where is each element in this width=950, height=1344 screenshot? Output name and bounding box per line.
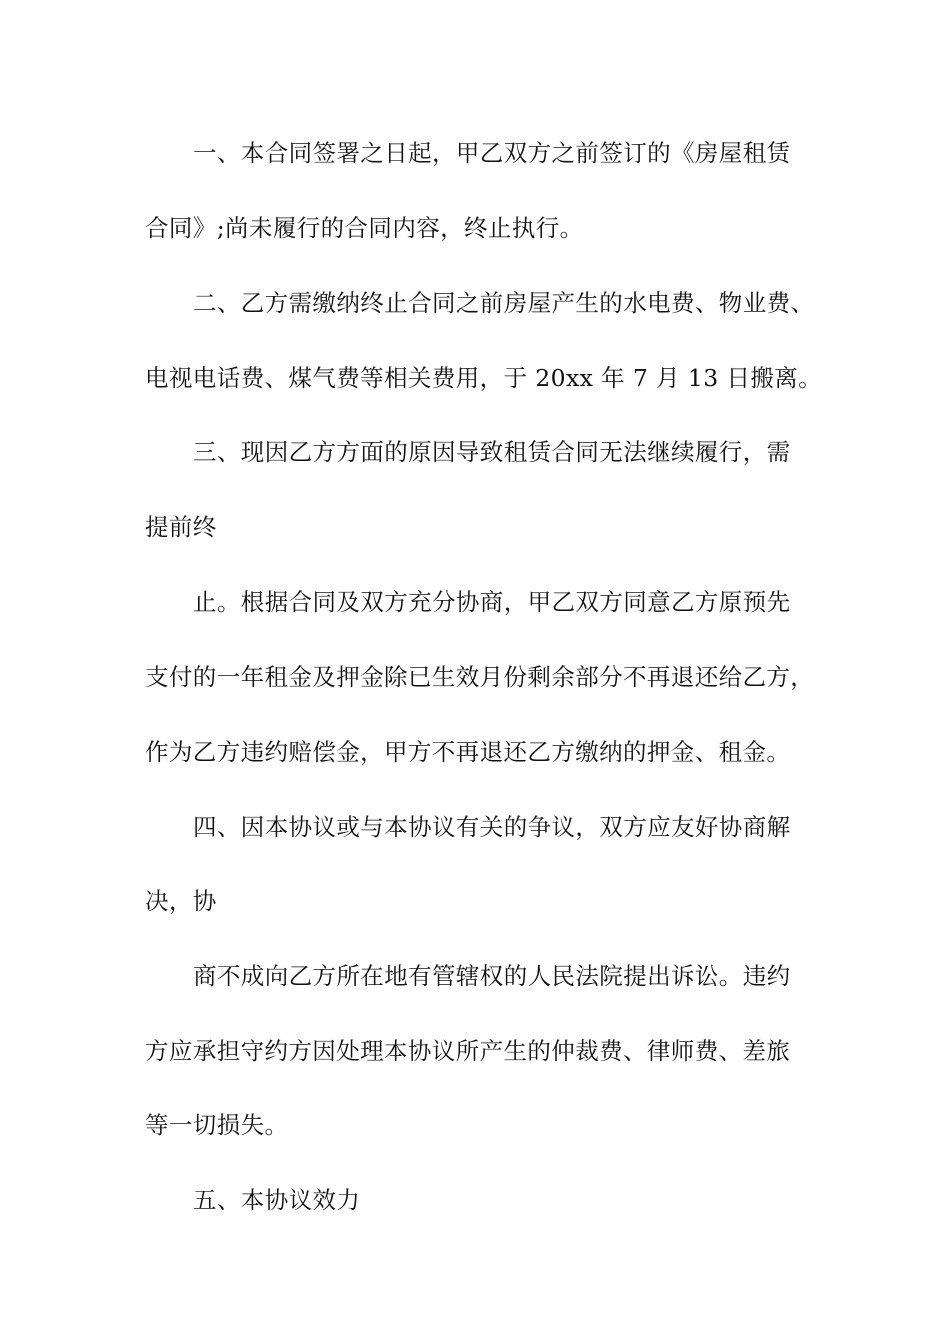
clause-4-line-3: 商不成向乙方所在地有管辖权的人民法院提出诉讼。违约 — [193, 962, 791, 990]
clause-3-line-3: 止。根据合同及双方充分协商，甲乙双方同意乙方原预先 — [193, 588, 791, 616]
clause-3-line-1: 三、现因乙方方面的原因导致租赁合同无法继续履行，需 — [193, 438, 791, 466]
clause-4-line-2: 决，协 — [145, 887, 217, 915]
clause-1-line-2: 合同》;尚未履行的合同内容，终止执行。 — [145, 214, 584, 242]
clause-3-line-5: 作为乙方违约赔偿金，甲方不再退还乙方缴纳的押金、租金。 — [145, 738, 791, 766]
clause-4-line-4: 方应承担守约方因处理本协议所产生的仲裁费、律师费、差旅 — [145, 1037, 791, 1065]
clause-3-line-4: 支付的一年租金及押金除已生效月份剩余部分不再退还给乙方， — [145, 663, 815, 691]
clause-4-line-1: 四、因本协议或与本协议有关的争议，双方应友好协商解 — [193, 813, 791, 841]
clause-2-line-2: 电视电话费、煤气费等相关费用，于 20xx 年 7 月 13 日搬离。 — [145, 364, 823, 392]
clause-4-line-5: 等一切损失。 — [145, 1111, 289, 1139]
clause-1-line-1: 一、本合同签署之日起，甲乙双方之前签订的《房屋租赁 — [193, 139, 791, 167]
clause-3-line-2: 提前终 — [145, 513, 217, 541]
clause-2-line-1: 二、乙方需缴纳终止合同之前房屋产生的水电费、物业费、 — [193, 289, 815, 317]
clause-5-line-1: 五、本协议效力 — [193, 1186, 361, 1214]
